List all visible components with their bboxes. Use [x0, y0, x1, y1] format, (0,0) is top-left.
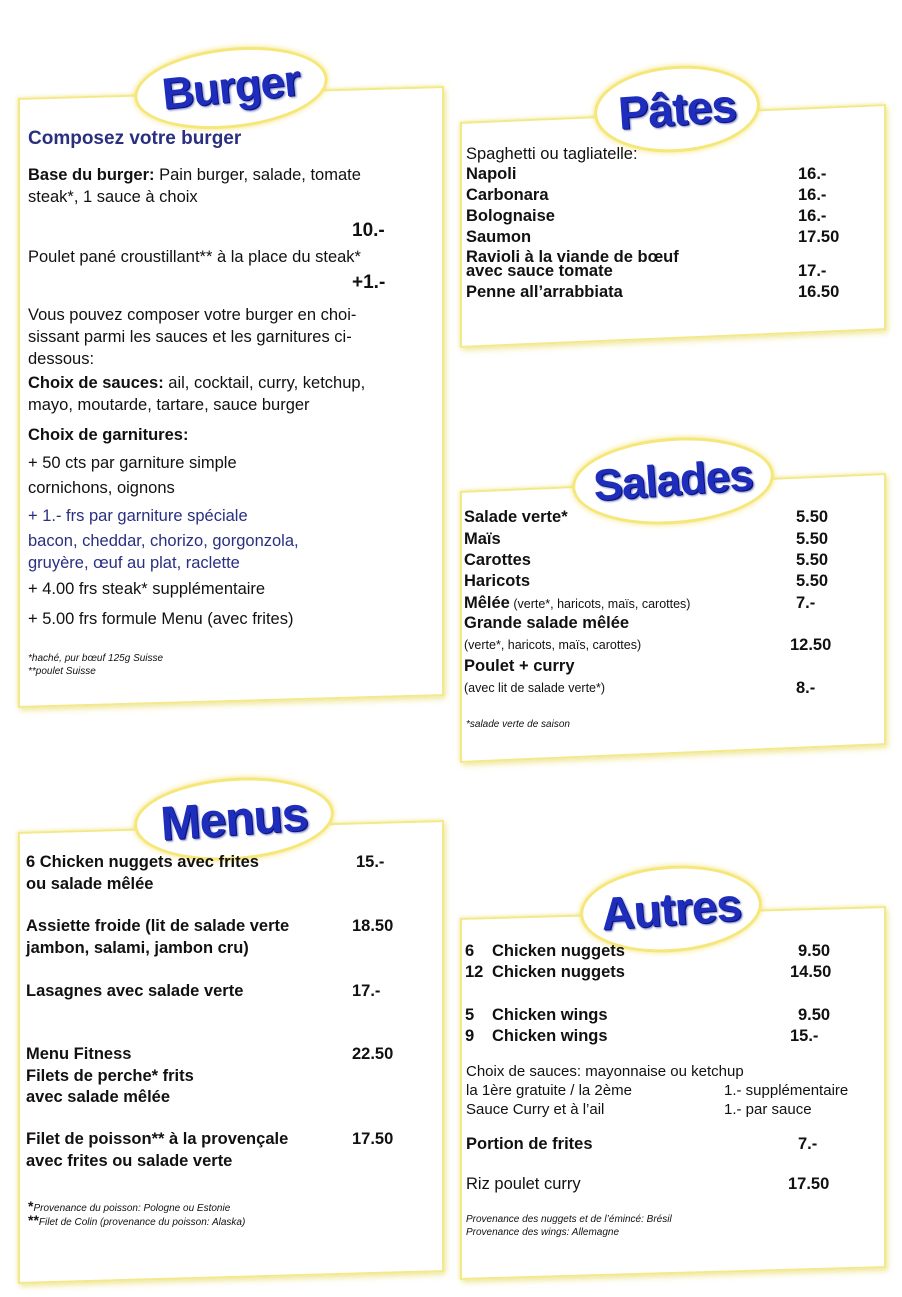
burger-compose-2: sissant parmi les sauces et les garnitures ci- [28, 328, 352, 346]
burger-compose-3: dessous: [28, 350, 95, 368]
pates-item-price: 16.- [798, 207, 827, 225]
menus-item-price: 15.- [356, 853, 385, 871]
burger-sauces-line2: mayo, moutarde, tartare, sauce burger [28, 396, 310, 414]
burger-simple-2: cornichons, oignons [28, 479, 175, 497]
burger-base: Base du burger: Pain burger, salade, tomate [28, 166, 361, 184]
pates-item-name: Saumon [466, 228, 532, 246]
salades-item-name: Poulet + curry [464, 657, 575, 675]
salades-item-price: 12.50 [790, 636, 832, 654]
burger-heading: Composez votre burger [28, 128, 242, 149]
autres-sauce-1: Choix de sauces: mayonnaise ou ketchup [466, 1063, 744, 1080]
salades-item-detail: (verte*, haricots, maïs, carottes) [464, 638, 642, 652]
burger-poulet-price: +1.- [352, 272, 386, 293]
menus-item-line3: avec salade mêlée [26, 1088, 171, 1106]
salades-item-price: 5.50 [796, 508, 829, 526]
autres-item-price: 15.- [790, 1027, 819, 1045]
menus-item-price: 17.50 [352, 1130, 394, 1148]
menus-item-line2: jambon, salami, jambon cru) [26, 939, 249, 957]
salades-item-price: 7.- [796, 594, 816, 612]
pates-item-name: Napoli [466, 165, 517, 183]
pates-item-price: 17.- [798, 262, 827, 280]
burger-simple-1: + 50 cts par garniture simple [28, 454, 237, 472]
burger-special-2: bacon, cheddar, chorizo, gorgonzola, [28, 532, 299, 550]
menus-item-line1: Assiette froide (lit de salade verte [26, 917, 290, 935]
pates-title: Pâtes [616, 78, 738, 140]
pates-item-name: Bolognaise [466, 207, 555, 225]
burger-compose-1: Vous pouvez composer votre burger en choi- [28, 306, 357, 324]
salades-item-price: 5.50 [796, 572, 829, 590]
menus-item-line2: avec frites ou salade verte [26, 1152, 233, 1170]
salades-item [464, 508, 568, 528]
autres-sauce-2: la 1ère gratuite / la 2ème [466, 1082, 632, 1099]
menus-item-price: 22.50 [352, 1045, 394, 1063]
pates-item-price: 17.50 [798, 228, 840, 246]
pates-item-price: 16.50 [798, 283, 840, 301]
salades-item-detail: (avec lit de salade verte*) [464, 681, 606, 695]
salades-item-price: 8.- [796, 679, 816, 697]
menus-title: Menus [158, 787, 310, 851]
salades-item [464, 572, 530, 592]
burger-steak-extra: + 4.00 frs steak* supplémentaire [28, 580, 266, 598]
autres-item-qty: 5 [465, 1006, 475, 1024]
pates-intro: Spaghetti ou tagliatelle: [466, 145, 638, 163]
autres-item-qty: 6 [465, 942, 475, 960]
salades-item-name: Carottes [464, 551, 531, 569]
salades-item-price: 5.50 [796, 551, 829, 569]
autres-sauce-3-price: 1.- par sauce [724, 1101, 812, 1118]
pates-item-name: Carbonara [466, 186, 549, 204]
burger-sauces: Choix de sauces: ail, cocktail, curry, ketchup, [28, 374, 366, 392]
menus-item-price: 18.50 [352, 917, 394, 935]
menus-item-line1: 6 Chicken nuggets avec frites [26, 853, 259, 871]
autres-title: Autres [599, 878, 743, 940]
autres-item-qty: 12 [465, 963, 484, 981]
pates-item-name: Ravioli à la viande de bœuf [466, 248, 679, 266]
burger-title: Burger [159, 55, 303, 120]
autres-riz-price: 17.50 [788, 1175, 830, 1193]
autres-sauce-2-price: 1.- supplémentaire [724, 1082, 849, 1099]
burger-special-1: + 1.- frs par garniture spéciale [28, 507, 248, 525]
autres-riz: Riz poulet curry [466, 1175, 581, 1193]
salades-note: *salade verte de saison [466, 719, 570, 730]
burger-garnitures-label: Choix de garnitures: [28, 426, 189, 444]
salades-item [464, 551, 531, 571]
autres-frites-price: 7.- [798, 1135, 818, 1153]
menus-item-price: 17.- [352, 982, 381, 1000]
autres-frites: Portion de frites [466, 1135, 593, 1153]
autres-item-price: 9.50 [798, 1006, 831, 1024]
salades-title: Salades [591, 450, 755, 511]
salades-item [464, 530, 501, 550]
autres-item-name: Chicken wings [492, 1006, 608, 1024]
autres-item-qty: 9 [465, 1027, 475, 1045]
pates-item-price: 16.- [798, 186, 827, 204]
salades-item-detail: (verte*, haricots, maïs, carottes) [509, 597, 691, 611]
autres-item-price: 14.50 [790, 963, 832, 981]
salades-item-name: Haricots [464, 572, 531, 590]
pates-item-name-line2: avec sauce tomate [466, 262, 613, 280]
salades-item-name: Maïs [464, 530, 501, 548]
salades-item-name: Grande salade mêlée [464, 614, 630, 632]
burger-menu-extra: + 5.00 frs formule Menu (avec frites) [28, 610, 294, 628]
salades-item-price: 5.50 [796, 530, 829, 548]
pates-item-price: 16.- [798, 165, 827, 183]
salades-item-name: Mêlée [464, 594, 510, 612]
burger-special-3: gruyère, œuf au plat, raclette [28, 554, 240, 572]
menus-item-line1: Lasagnes avec salade verte [26, 982, 244, 1000]
salades-item-name: Salade verte* [464, 508, 568, 526]
burger-note-1: *haché, pur bœuf 125g Suisse [28, 653, 164, 664]
autres-note-1: Provenance des nuggets et de l’émincé: Brésil [466, 1214, 672, 1225]
autres-item-name: Chicken wings [492, 1027, 608, 1045]
menus-item-line1: Menu Fitness [26, 1045, 132, 1063]
burger-base-line2: steak*, 1 sauce à choix [28, 188, 198, 206]
autres-sauce-3: Sauce Curry et à l’ail [466, 1101, 605, 1118]
salades-item [464, 614, 629, 634]
autres-note-2: Provenance des wings: Allemagne [466, 1227, 620, 1238]
autres-item-name: Chicken nuggets [492, 963, 625, 981]
burger-poulet: Poulet pané croustillant** à la place du steak* [28, 248, 361, 266]
menus-item-line2: Filets de perche* frits [26, 1067, 194, 1085]
menus-note-2: **Filet de Colin (provenance du poisson: Alaska) [28, 1212, 246, 1228]
menus-item-line2: ou salade mêlée [26, 875, 154, 893]
pates-item-name: Penne all’arrabbiata [466, 283, 623, 301]
salades-item [464, 657, 575, 677]
autres-item-name: Chicken nuggets [492, 942, 625, 960]
menus-item-line1: Filet de poisson** à la provençale [26, 1130, 289, 1148]
autres-item-price: 9.50 [798, 942, 831, 960]
burger-note-2: **poulet Suisse [28, 666, 96, 677]
burger-base-price: 10.- [352, 220, 385, 241]
salades-item [464, 594, 690, 614]
menus-note-1: *Provenance du poisson: Pologne ou Estonie [28, 1198, 231, 1214]
